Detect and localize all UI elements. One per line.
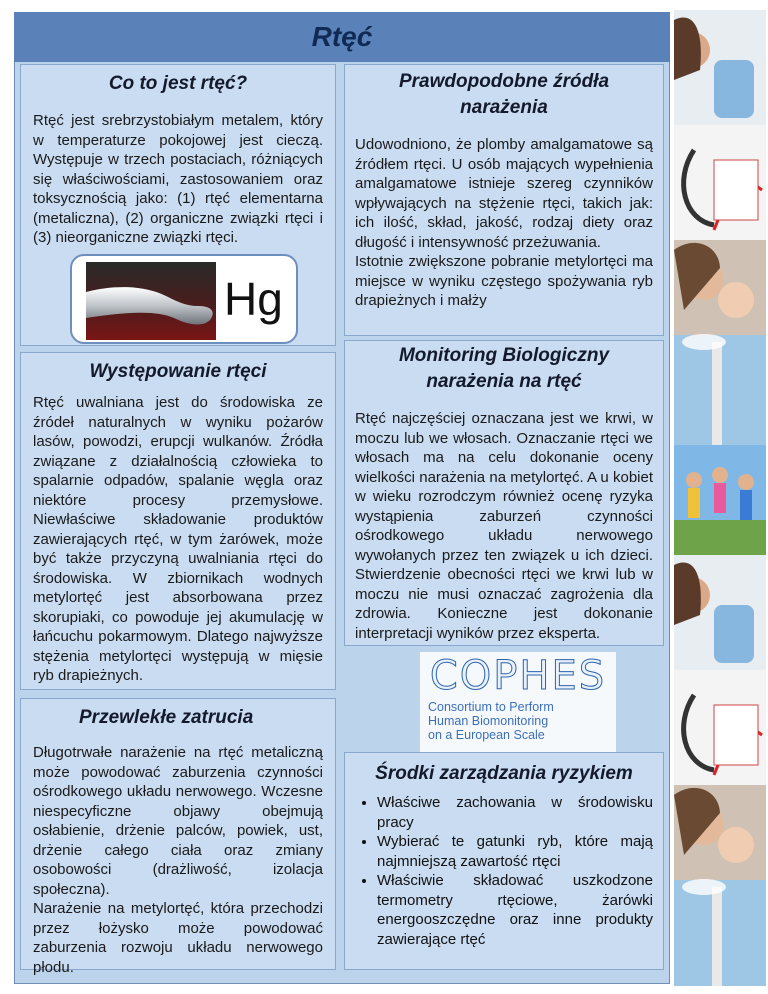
logo-line: Consortium to Perform <box>428 700 554 714</box>
stethoscope-chart-photo-2 <box>674 670 766 785</box>
list-item: • Właściwie składować uszkodzone termometry rtęciowe, żarówki energooszczędne oraz inne produkty zawierające rtęć <box>377 871 653 949</box>
woman-with-flask-photo <box>674 10 766 125</box>
logo-line: Human Biomonitoring <box>428 714 549 728</box>
section-sources <box>344 64 664 336</box>
section-heading: Co to jest rtęć? <box>108 73 248 94</box>
mercury-droplet-icon <box>86 262 216 340</box>
risk-list <box>355 793 653 949</box>
woman-with-flask-photo-2 <box>674 555 766 670</box>
section-heading: Monitoring Biologiczny narażenia na rtęć <box>398 345 610 392</box>
section-text: Długotrwałe narażenie na rtęć metaliczną może powodować zaburzenia czynności ośrodkowego układu nerwowego. Wczesne niespecyficzne objawy obejmują osłabienie, drżenie palców, powiek, ust, drżenie całego ciała oraz zmiany osobowości (drażliwość, izolacja społeczna). <box>33 744 323 898</box>
smokestack-photo-2 <box>674 879 766 986</box>
section-heading: Środki zarządzania ryzykiem <box>375 763 633 784</box>
photo-strip <box>674 10 766 986</box>
section-text: Udowodniono, że plomby amalgamatowe są źródłem rtęci. U osób mających wypełnienia amalgamatowe istnieje szereg czynników wpływających na stężenie rtęci, takich jak: ich ilość, skład, jakość, rodzaj diety oraz długość i intensywność przeżuwania. <box>355 136 653 251</box>
section-occurrence <box>20 352 336 690</box>
stethoscope-chart-photo <box>674 125 766 240</box>
section-text: Rtęć uwalniana jest do środowiska ze źródeł naturalnych w wyniku pożarów lasów, powodzi, erupcji wulkanów. Źródła związane z działalnością człowieka to spalarnie odpadów, spalanie węgla oraz niektóre procesy przemysłowe. Niewłaściwe składowanie produktów zawierających rtęć, w tym żarówek, może być także przyczyną uwalniania rtęci do środowiska. W zbiornikach wodnych metylortęć jest absorbowana przez skorupiaki, co powoduje jej akumulację w łańcuchu pokarmowym. Dlatego najwyższe stężenia metylortęci występują w mięsie ryb drapieżnych. <box>33 394 323 684</box>
section-heading: Występowanie rtęci <box>89 361 267 382</box>
section-heading: Prawdopodobne źródła narażenia <box>398 71 610 118</box>
section-text: Rtęć jest srebrzystobiałym metalem, który w temperaturze pokojowej jest cieczą. Występuje w trzech postaciach, różniących się właściwościami, zastosowaniem oraz toksycznością jako: (1) rtęć elementarna (metaliczna), (2) organiczne związki rtęci i (3) nieorganiczne związki rtęci. <box>33 112 323 246</box>
mother-and-baby-photo <box>674 240 766 335</box>
logo-brand: COPHES <box>429 653 607 699</box>
page-title: Rtęć <box>311 21 373 52</box>
mercury-symbol: Hg <box>224 273 283 325</box>
section-text-2: Istotnie zwiększone pobranie metylortęci ma miejsce w wyniku częstego spożywania ryb drapieżnych i małży <box>355 253 653 309</box>
list-item: • Wybierać te gatunki ryb, które mają najmniejszą zawartość rtęci <box>377 832 653 871</box>
section-chronic-poisoning <box>20 698 336 976</box>
section-text-2: Narażenie na metylortęć, która przechodzi przez łożysko może powodować zaburzenia rozwoju układu nerwowego płodu. <box>33 900 323 976</box>
section-heading: Przewlekłe zatrucia <box>79 707 254 728</box>
section-risk-management <box>344 752 664 970</box>
smokestack-photo <box>674 334 766 445</box>
section-text: Rtęć najczęściej oznaczana jest we krwi, w moczu lub we włosach. Oznaczanie rtęci we włosach ma na celu dokonanie oceny wielkości narażenia na metylortęć. A u kobiet w wieku rozrodczym również ocenę ryzyka wystąpienia zaburzeń czynności ośrodkowego układu nerwowego wywołanych przez ten związek u ich dzieci. Stwierdzenie obecności rtęci we krwi lub w moczu nie musi oznaczać zagrożenia dla zdrowia. Konieczne jest dokonanie interpretacji wyników przez eksperta. <box>355 410 653 642</box>
list-item: • Właściwe zachowania w środowisku pracy <box>377 793 653 832</box>
section-monitoring <box>344 340 664 646</box>
children-outdoors-photo <box>674 445 766 555</box>
logo-line: on a European Scale <box>428 728 545 742</box>
mercury-image <box>70 254 298 344</box>
title-banner <box>14 12 670 62</box>
mother-and-baby-photo-2 <box>674 785 766 880</box>
cophes-logo <box>420 652 616 752</box>
